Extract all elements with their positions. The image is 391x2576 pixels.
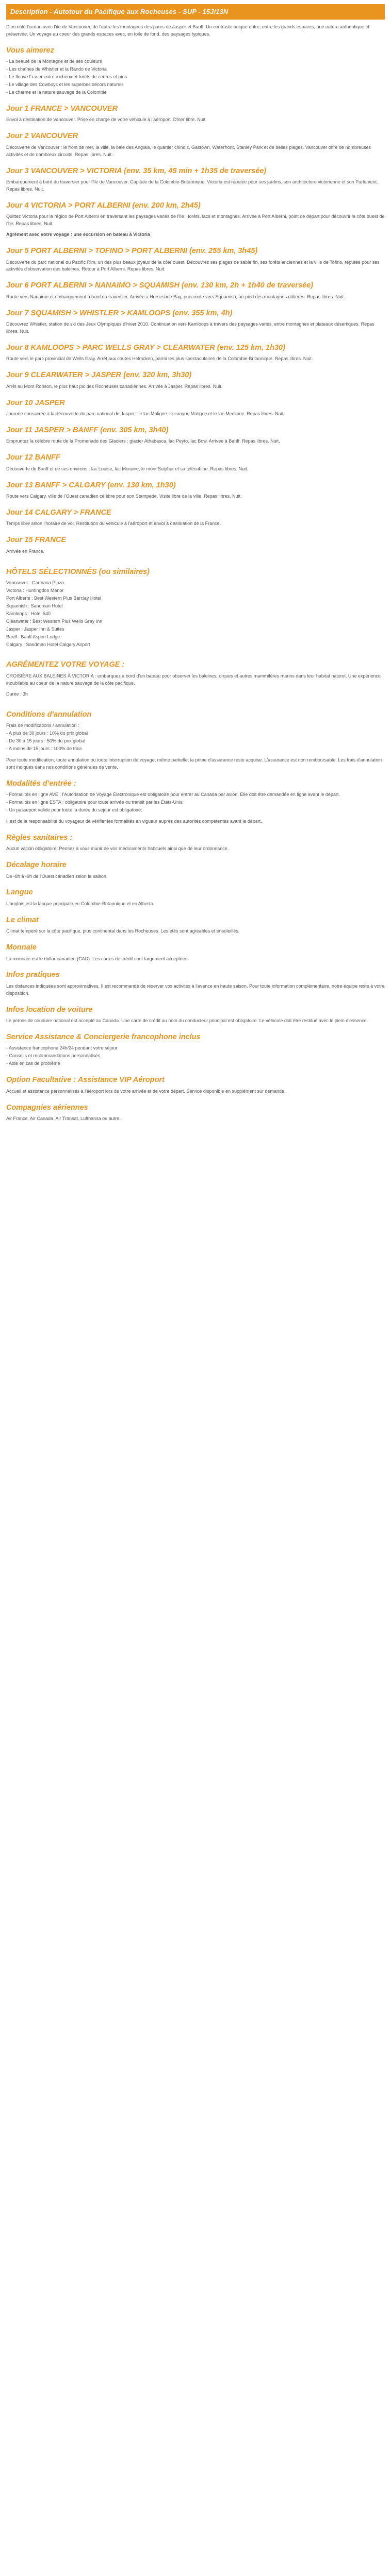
day-8-heading: Jour 8 KAMLOOPS > PARC WELLS GRAY > CLEARWATER (env. 125 km, 1h30): [6, 344, 285, 352]
rental-text: Le permis de conduire national est accepté au Canada. Une carte de crédit au nom du conducteur principal est obligatoire. Le véhicule doit être restitué avec le plein d'essence.: [6, 1018, 368, 1024]
voyage-duration: Durée : 3h: [6, 691, 28, 697]
highlight-item: - Le fleuve Fraser entre rocheux et forêts de cèdres et pins: [6, 74, 127, 80]
option-text: Accueil et assistance personnalisés à l'aéroport lors de votre arrivée et de votre départ. Service disponible en supplément sur demande.: [6, 1088, 286, 1094]
companies-text: Air France, Air Canada, Air Transat, Lufthansa ou autre.: [6, 1115, 121, 1121]
time-diff-heading: Décalage horaire: [6, 861, 67, 870]
service-heading: Service Assistance & Conciergerie francophone inclus: [6, 1033, 201, 1042]
voyage-text: CROISIÈRE AUX BALEINES À VICTORIA : embarquez à bord d'un bateau pour observer les baleines, orques et autres mammifères marins dans leur habitat naturel. Une expérience inoubliable au coeur de la nature sauvage de la côte pacifique.: [6, 673, 381, 686]
hotel-item: Squamish : Sandman Hotel: [6, 603, 63, 608]
formalities-heading: Modalités d'entrée :: [6, 779, 76, 788]
day-13-text: Route vers Calgary, ville de l'Ouest canadien célèbre pour son Stampede. Visite libre de la ville. Repas libres. Nuit.: [6, 494, 242, 499]
hotel-item: Vancouver : Carmana Plaza: [6, 580, 64, 586]
hotels-heading: HÔTELS SÉLECTIONNÉS (ou similaires): [6, 567, 150, 576]
formalities-list: [6, 791, 385, 814]
service-list: [6, 1045, 385, 1067]
day-14-heading: Jour 14 CALGARY > FRANCE: [6, 508, 111, 517]
info-text: Les distances indiquées sont approximatives. Il est recommandé de réserver vos activités à l'avance en haute saison. Pour toute information complémentaire, notre équipe reste à votre disposition.: [6, 983, 385, 996]
service-item: - Assistance francophone 24h/24 pendant votre séjour: [6, 1045, 118, 1051]
day-10-heading: Jour 10 JASPER: [6, 398, 65, 407]
formalities-text: Il est de la responsabilité du voyageur de vérifier les formalités en vigueur auprès des autorités compétentes avant le départ.: [6, 818, 262, 824]
conditions-text: Pour toute modification, toute annulation ou toute interruption de voyage, même partielle, la prime d'assurance reste acquise. L'assurance est non remboursable. Les frais d'annulation sont indiqués dans nos conditions générales de vente.: [6, 757, 382, 770]
day-11-text: Empruntez la célèbre route de la Promenade des Glaciers : glacier Athabasca, lac Peyto, lac Bow. Arrivée à Banff. Repas libres. Nuit.: [6, 438, 280, 444]
day-9-heading: Jour 9 CLEARWATER > JASPER (env. 320 km, 3h30): [6, 371, 192, 380]
day-6-text: Route vers Nanaimo et embarquement à bord du traversier. Arrivée à Horseshoe Bay, puis route vers Squamish, au pied des montagnes côtières. Repas libres. Nuit.: [6, 294, 345, 299]
option-heading: Option Facultative : Assistance VIP Aéroport: [6, 1076, 165, 1084]
hotels-list: [6, 580, 385, 648]
voyage-heading: AGRÉMENTEZ VOTRE VOYAGE :: [6, 660, 125, 669]
companies-heading: Compagnies aériennes: [6, 1103, 88, 1112]
rental-heading: Infos location de voiture: [6, 1005, 93, 1014]
day-3-heading: Jour 3 VANCOUVER > VICTORIA (env. 35 km, 45 min + 1h35 de traversée): [6, 166, 267, 175]
day-12-heading: Jour 12 BANFF: [6, 453, 60, 462]
hotel-item: Port Alberni : Best Western Plus Barclay Hotel: [6, 595, 101, 601]
day-4-extra: Agrément avec votre voyage : une excursion en bateau à Victoria: [6, 232, 150, 238]
day-7-text: Découvrez Whistler, station de ski des Jeux Olympiques d'hiver 2010. Continuation vers Kamloops à travers des paysages variés, entre montagnes et plateaux désertiques. Repas libres. Nuit.: [6, 321, 374, 334]
condition-item: - De 30 à 15 jours : 50% du prix global: [6, 738, 86, 743]
day-15-heading: Jour 15 FRANCE: [6, 536, 67, 545]
condition-item: - A moins de 15 jours : 100% de frais: [6, 745, 82, 751]
conditions-heading: Conditions d'annulation: [6, 710, 92, 719]
language-text: L'anglais est la langue principale en Colombie-Britannique et en Alberta.: [6, 901, 154, 906]
highlights-heading: Vous aimerez: [6, 46, 54, 55]
money-heading: Monnaie: [6, 943, 37, 952]
day-5-text: Découverte du parc national du Pacific Rim, un des plus beaux joyaux de la côte ouest. Découvrez ses plages de sable fin, ses forêts anciennes et la ville de Tofino, réputée pour ses activités d'observation des baleines. Retour à Port Alberni. Repas libres. Nuit.: [6, 259, 380, 272]
intro-text: D'un côté l'océan avec l'île de Vancouver, de l'autre les montagnes des parcs de Jasper et Banff. Un contraste unique entre, entre les grands espaces, une nature authentique et préservée. Un voyage au coeur des grands espaces avec, en toile de fond, des paysages typiques.: [6, 24, 369, 37]
climate-text: Climat tempéré sur la côte pacifique, plus continental dans les Rocheuses. Les étés sont agréables et ensoleillés.: [6, 928, 240, 934]
day-11-heading: Jour 11 JASPER > BANFF (env. 305 km, 3h40): [6, 426, 169, 434]
info-heading: Infos pratiques: [6, 971, 60, 979]
condition-item: Frais de modifications / annulation :: [6, 723, 79, 728]
highlights-list: [6, 58, 385, 96]
day-3-text: Embarquement à bord du traversier pour l'île de Vancouver. Capitale de la Colombie-Britannique, Victoria est réputée pour ses jardins, son architecture victorienne et son Parlement. Repas libres. Nuit.: [6, 179, 378, 192]
page-banner: Description - Autotour du Pacifique aux Rocheuses - SUP - 15J/13N: [6, 4, 385, 20]
conditions-list: [6, 722, 385, 753]
hotel-item: Clearwater : Best Western Plus Wells Gray Inn: [6, 618, 103, 624]
service-item: - Conseils et recommandations personnalisés: [6, 1053, 101, 1059]
day-12-text: Découverte de Banff et de ses environs : lac Louise, lac Moraine, le mont Sulphur et sa télécabine. Repas libres. Nuit.: [6, 466, 249, 471]
day-15-text: Arrivée en France.: [6, 548, 45, 554]
day-7-heading: Jour 7 SQUAMISH > WHISTLER > KAMLOOPS (env. 355 km, 4h): [6, 309, 233, 317]
hotel-item: Banff : Banff Aspen Lodge: [6, 634, 60, 639]
day-2-text: Découverte de Vancouver : le front de mer, la ville, la baie des Anglais, le quartier chinois, Gastown, Waterfront, Stanley Park et de belles plages. Vancouver offre de nombreuses activités et de nombreux circuits. Repas libres. Nuit.: [6, 144, 371, 157]
day-1-heading: Jour 1 FRANCE > VANCOUVER: [6, 105, 118, 113]
rules-text: Aucun vaccin obligatoire. Pensez à vous munir de vos médicaments habituels ainsi que de leur ordonnance.: [6, 846, 229, 852]
hotel-item: Calgary : Sandman Hotel Calgary Airport: [6, 641, 90, 647]
formality-item: - Un passeport valide pour toute la durée du séjour est obligatoire.: [6, 807, 142, 812]
condition-item: - A plus de 30 jours : 10% du prix global: [6, 731, 88, 736]
hotel-item: Kamloops : Hotel 540: [6, 611, 51, 616]
service-item: - Aide en cas de problème: [6, 1061, 60, 1066]
highlight-item: - Les chaînes de Whistler et la Rando de Victoria: [6, 66, 107, 72]
highlight-item: - Le village des Cowboys et les superbes décors naturels: [6, 82, 124, 88]
hotel-item: Victoria : Huntingdon Manor: [6, 587, 64, 593]
hotel-item: Jasper : Jasper Inn & Suites: [6, 626, 64, 632]
money-text: La monnaie est le dollar canadien (CAD). Les cartes de crédit sont largement acceptées.: [6, 956, 189, 961]
day-5-heading: Jour 5 PORT ALBERNI > TOFINO > PORT ALBERNI (env. 255 km, 3h45): [6, 247, 258, 256]
day-10-text: Journée consacrée à la découverte du parc national de Jasper : le lac Maligne, le canyon Maligne et le lac Medicine. Repas libres. Nuit.: [6, 411, 285, 417]
climate-heading: Le climat: [6, 916, 39, 924]
page: [0, 4, 391, 1123]
day-6-heading: Jour 6 PORT ALBERNI > NANAIMO > SQUAMISH (env. 130 km, 2h + 1h40 de traversée): [6, 281, 314, 290]
day-8-text: Route vers le parc provincial de Wells Gray. Arrêt aux chutes Helmcken, parmi les plus spectaculaires de la Colombie-Britannique. Repas libres. Nuit.: [6, 356, 313, 362]
highlight-item: - La beauté de la Montagne et de ses couleurs: [6, 59, 102, 64]
day-9-text: Arrêt au Mont Robson, le plus haut pic des Rocheuses canadiennes. Arrivée à Jasper. Repas libres. Nuit.: [6, 383, 223, 389]
highlight-item: - Le charme et la nature sauvage de la Colombie: [6, 90, 107, 95]
day-13-heading: Jour 13 BANFF > CALGARY (env. 130 km, 1h30): [6, 481, 176, 489]
day-2-heading: Jour 2 VANCOUVER: [6, 132, 78, 141]
rules-heading: Règles sanitaires :: [6, 833, 73, 842]
formality-item: - Formalités en ligne AVE : l'Autorisation de Voyage Électronique est obligatoire pour entrer au Canada par avion. Elle doit être demandée en ligne avant le départ.: [6, 792, 340, 798]
day-14-text: Temps libre selon l'horaire de vol. Restitution du véhicule à l'aéroport et envol à destination de la France.: [6, 521, 221, 527]
day-4-text: Quittez Victoria pour la région de Port Alberni en traversant les paysages variés de l'île : forêts, lacs et montagnes. Arrivée à Port Alberni, point de départ pour découvrir la côte ouest de l'île. Repas libres. Nuit.: [6, 214, 385, 227]
language-heading: Langue: [6, 888, 33, 897]
day-4-heading: Jour 4 VICTORIA > PORT ALBERNI (env. 200 km, 2h45): [6, 201, 201, 210]
day-1-text: Envol à destination de Vancouver. Prise en charge de votre véhicule à l'aéroport. Dîner libre. Nuit.: [6, 117, 207, 123]
formality-item: - Formalités en ligne ESTA : obligatoire pour toute arrivée ou transit par les États-Unis.: [6, 800, 184, 805]
time-diff-text: De -8h à -9h de l'Ouest canadien selon la saison.: [6, 873, 108, 879]
